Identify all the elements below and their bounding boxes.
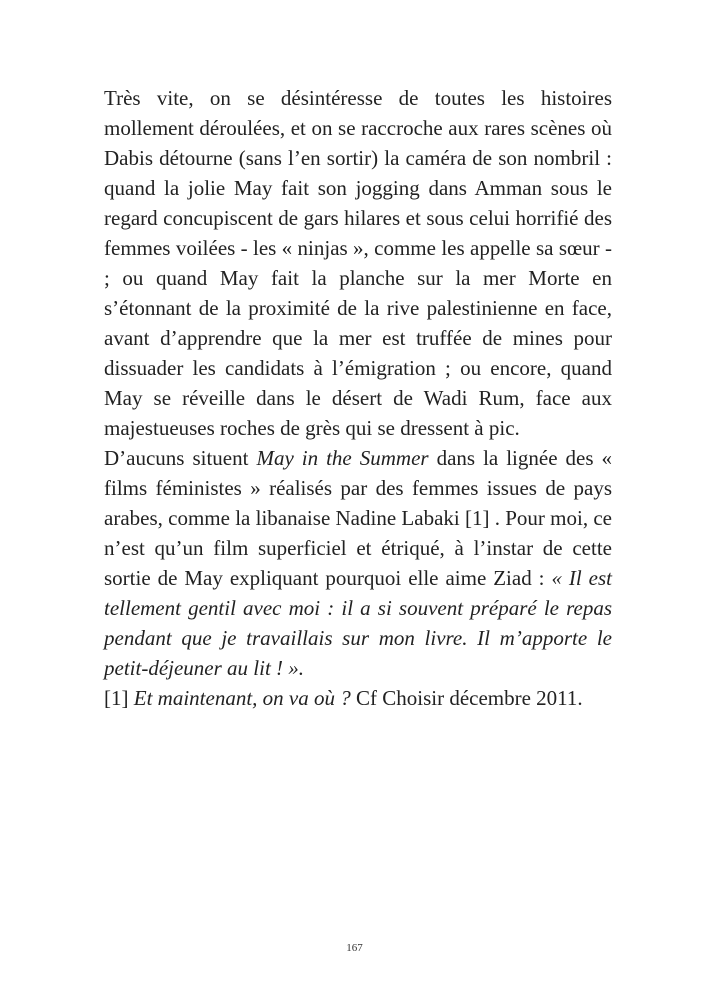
footnote — [104, 683, 612, 713]
footnote-reference: Cf Choisir décembre 2011. — [355, 686, 583, 710]
body-text — [104, 83, 612, 713]
film-title: May in the Summer — [256, 446, 429, 470]
page-number: 167 — [346, 942, 363, 954]
paragraph-2-body: dans la lignée des « films féministes » réalisés par des femmes issues de pays arabes, comme la libanaise Nadine Labaki [1] . Pour moi, ce n’est qu’un film superficiel et étriqué, à l’instar de cette sortie de May expliquant pourquoi elle aime Ziad : — [104, 446, 612, 590]
paragraph-1: Très vite, on se désintéresse de toutes les histoires mollement déroulées, et on se raccroche aux rares scènes où Dabis détourne (sans l’en sortir) la caméra de son nombril : quand la jolie May fait son jogging dans Amman sous le regard concupiscent de gars hilares et sous celui horrifié des femmes voilées - les « ninjas », comme les appelle sa sœur - ; ou quand May fait la planche sur la mer Morte en s’étonnant de la proximité de la rive palestinienne en face, avant d’apprendre que la mer est truffée de mines pour dissuader les candidats à l’émigration ; ou encore, quand May se réveille dans le désert de Wadi Rum, face aux majestueuses roches de grès qui se dressent à pic. — [104, 86, 612, 440]
footnote-marker: [1] — [104, 686, 129, 710]
ziad-quote: « Il est tellement gentil avec moi : il a si souvent préparé le repas pendant que je travaillais sur mon livre. Il m’apporte le petit-déjeuner au lit ! ». — [104, 566, 612, 680]
footnote-film-title: Et maintenant, on va où ? — [133, 686, 351, 710]
paragraph-2-intro: D’aucuns situent — [104, 446, 249, 470]
paragraph-2 — [104, 443, 612, 683]
